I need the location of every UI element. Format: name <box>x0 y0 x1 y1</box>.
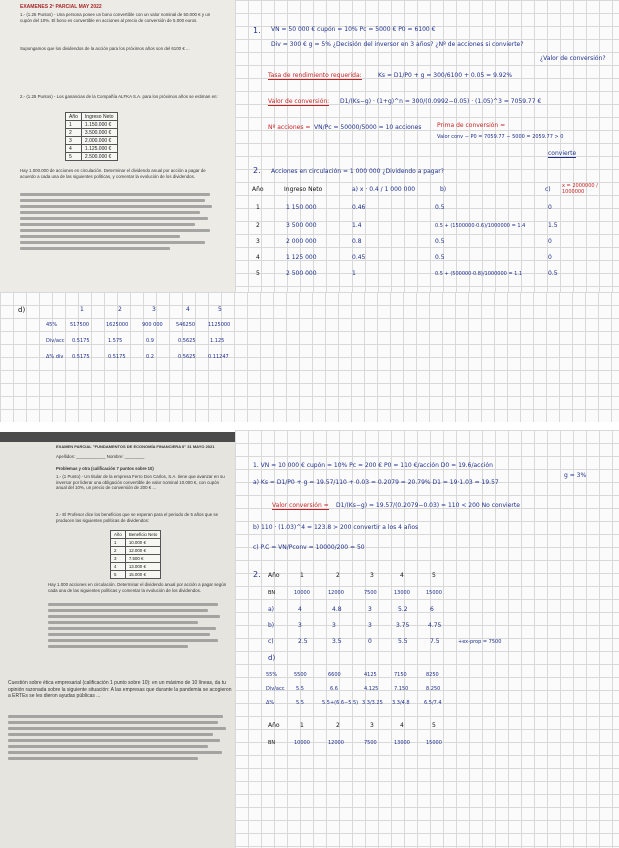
table-cell: 0.5625 <box>178 354 196 360</box>
table-cell: 7.500 € <box>125 555 161 563</box>
table-header-cell: Beneficio Neto <box>125 531 161 539</box>
table-cell: 6 <box>430 606 434 613</box>
problems-title: Problemas y otra (calificación 7 puntos sobre 10) <box>56 466 154 471</box>
table-cell: 4.75 <box>428 622 442 629</box>
q1-question: Div = 300 € g = 5% ¿Decisión del inversor en 3 años? ¿Nº de acciones si convierte? <box>271 41 524 48</box>
table-cell: 5 <box>66 153 82 161</box>
table-cell: 2 <box>111 547 126 555</box>
table-cell: 1 125 000 <box>286 254 317 261</box>
table-cell: 1.125 <box>210 338 225 344</box>
table-cell: 0.5 <box>548 270 558 277</box>
table-cell: 0 <box>548 204 552 211</box>
table-cell: 5.5+(6.6−5.5) <box>322 700 359 706</box>
table-header-cell: 4 <box>400 572 404 579</box>
table-cell: 0.5 + (500000·0.8)/1000000 = 1.1 <box>435 271 523 277</box>
table-header-cell: 4 <box>400 722 404 729</box>
table-header-cell: 2 <box>336 572 340 579</box>
table-cell: 0.5 <box>435 204 445 211</box>
row-label: BN <box>268 590 276 596</box>
table-header-cell: 2 <box>336 722 340 729</box>
table-cell: 4 <box>256 254 260 261</box>
table-cell: 1 <box>256 204 260 211</box>
table-cell: 1.575 <box>108 338 123 344</box>
sol-table-header: a) x · 0.4 / 1 000 000 <box>352 186 416 193</box>
table-header-cell: 1 <box>300 572 304 579</box>
table-cell: 7500 <box>364 590 377 596</box>
table-cell: 5500 <box>294 672 307 678</box>
table-cell: 4 <box>66 145 82 153</box>
table-cell: 3 <box>332 622 336 629</box>
exam-question-1: 1.- (1 Punto) - Un titular de la empresa Ferro Don Carlos, S.A. tiene que avanzar en su inversor por liderar una obligación convertible de valor nominal 10.000 €, con cupón anual del 10%, un precio de conversión de 200 € ... <box>56 474 225 491</box>
q1-growth: g = 3% <box>564 472 587 479</box>
table-cell: 2 <box>66 129 82 137</box>
part-d-label: d) <box>18 306 26 314</box>
table-cell: 3.500.000 € <box>81 129 117 137</box>
table-cell: 2.500.000 € <box>81 153 117 161</box>
exam-header: EXAMENES 2º PARCIAL MAY 2022 <box>20 4 102 10</box>
table-cell: 4 <box>111 563 126 571</box>
table-cell: 13000 <box>394 740 410 746</box>
part-c: c) P.C = VN/Pconv = 10000/200 = 50 <box>253 544 365 551</box>
table-cell: 1 <box>352 270 356 277</box>
year-cell: 2 <box>118 306 122 313</box>
table-cell: 3.5 <box>332 638 342 645</box>
prima-label: Prima de conversión = <box>437 122 506 129</box>
table-header-cell: 5 <box>432 722 436 729</box>
table-cell: 4.8 <box>332 606 342 613</box>
exam-question-2b: Hay 1.000.000 de acciones en circulación. Determinar el dividendo anual por acción a pagar de acuerdo a cada una de las siguientes políticas, y comentar la evolución de los dividendos. <box>20 168 206 179</box>
table-cell: 3.75 <box>396 622 410 629</box>
table-cell: 1.5 <box>548 222 558 229</box>
exam-question-1b: Supongamos que los dividendos de la acción para los próximos años son del 6100 € ... <box>20 46 190 51</box>
table-cell: 15000 <box>426 740 442 746</box>
table-cell: 0.45 <box>352 254 366 261</box>
table-cell: 12.000 € <box>125 547 161 555</box>
table-cell: 0.8 <box>352 238 362 245</box>
ethics-question: Cuestión sobre ética empresarial (calificación 1 punto sobre 10): en un máximo de 10 líneas, da tu opinión razonada sobre la siguiente situación: A las empresas que durante la pandemia se acogieron a ERTEs se les dieron ayudas públicas ... <box>8 680 232 700</box>
table-cell: 5.5 <box>296 700 304 706</box>
table-cell: 3 <box>368 622 372 629</box>
table-cell: 5.5 <box>296 686 304 692</box>
sol-table-header: c) <box>545 186 551 193</box>
table-cell: 13000 <box>394 590 410 596</box>
table-cell: 12000 <box>328 590 344 596</box>
table-cell: 3 <box>256 238 260 245</box>
table-cell: 15.000 € <box>125 571 161 579</box>
row-label: Div/acc <box>46 338 65 344</box>
year-cell: 5 <box>218 306 222 313</box>
table-cell: 6.6 <box>330 686 338 692</box>
exam-table-2 <box>110 530 161 579</box>
table-cell: 0 <box>548 238 552 245</box>
exam-text-lines-2 <box>0 712 235 763</box>
sol-table-header: Ingreso Neto <box>284 186 323 193</box>
photo-dark-band <box>0 432 235 442</box>
valor-label: Valor conversión = <box>272 502 329 509</box>
row-label: BN <box>268 740 276 746</box>
row-label: a) <box>268 606 275 613</box>
tasa-formula: Ks = D1/P0 + g = 300/6100 + 0.05 = 9.92% <box>378 72 513 79</box>
table-header-cell: 3 <box>370 722 374 729</box>
valor-formula: D1/(Ks−g) = 19.57/(0.2079−0.03) = 110 < 200 No convierte <box>336 502 520 509</box>
table-cell: 15000 <box>426 590 442 596</box>
table-cell: 900 000 <box>142 322 163 328</box>
table-header-cell: 5 <box>432 572 436 579</box>
table-cell: 10000 <box>294 740 310 746</box>
table-cell: 1625000 <box>106 322 129 328</box>
table-header-cell: Año <box>111 531 126 539</box>
q2-number: 2. <box>253 166 261 175</box>
exam-table-1 <box>65 112 118 161</box>
table-cell: 0.5175 <box>72 338 90 344</box>
table-cell: 0.9 <box>146 338 154 344</box>
grid-sheet-bottom <box>235 430 619 848</box>
exam-text-lines <box>12 190 227 253</box>
part-b: b) 110 · (1.03)^4 = 123.8 > 200 convertir a los 4 años <box>253 524 419 531</box>
table-cell: 0.11247 <box>208 354 229 360</box>
q1-number: 1. <box>253 26 261 35</box>
row-label: Δ% div <box>46 354 64 360</box>
table-cell: 0 <box>368 638 372 645</box>
table-cell: 3 <box>368 606 372 613</box>
table-cell: 546250 <box>176 322 196 328</box>
exam-question-2: 2.- (1.25 Puntos) - Los ganancias de la Compañía ALFKA S.A. para los próximos años se estiman en: <box>20 94 218 99</box>
table-cell: 7150 <box>394 672 407 678</box>
table-cell: 3 <box>298 622 302 629</box>
exam-header: EXAMEN PARCIAL "FUNDAMENTOS DE ECONOMÍA FINANCIERA II" 31 MAYO 2021 <box>56 444 215 449</box>
row-label: c) <box>268 638 274 645</box>
prima-formula: Valor conv − P0 = 7059.77 − 5000 = 2059.77 > 0 <box>437 134 564 140</box>
year-cell: 1 <box>80 306 84 313</box>
row-label: b) <box>268 622 275 629</box>
table-cell: 5.2 <box>398 606 408 613</box>
table-cell: 12000 <box>328 740 344 746</box>
table-header-cell: Ingreso Neto <box>81 113 117 121</box>
sol-table-header: b) <box>440 186 447 193</box>
exam-question-2b: Hay 1.000 acciones en circulación. Determinar el dividendo anual por acción a pagar según cada una de las siguientes políticas y comentar la evolución de los dividendos. <box>48 582 227 593</box>
table-cell: 1.125.000 € <box>81 145 117 153</box>
table-cell: 0.5625 <box>178 338 196 344</box>
c-note: +ex-prop = 7500 <box>458 639 502 645</box>
table-cell: 5 <box>256 270 260 277</box>
grid-sheet-left-bottom <box>0 292 619 422</box>
year-cell: 3 <box>152 306 156 313</box>
table-header-cell: 1 <box>300 722 304 729</box>
table-cell: 0.5175 <box>108 354 126 360</box>
table-cell: 1125000 <box>208 322 231 328</box>
year-cell: 4 <box>186 306 190 313</box>
exam-question-1: 1.- (1.25 Puntos) - Una persona posee un bono convertible con un valor nominal de 50.000 € y un cupón del 10%. El bono es convertible en acciones al precio de conversión de 5.000 euros. <box>20 12 211 23</box>
exam-photo-2 <box>0 432 235 848</box>
table-cell: 8.250 <box>426 686 441 692</box>
table-cell: 3.3/4.8 <box>392 700 410 706</box>
row-label: 45% <box>46 322 58 328</box>
table-cell: 2 <box>256 222 260 229</box>
table-cell: 6.5/7.4 <box>424 700 442 706</box>
table-cell: 8250 <box>426 672 439 678</box>
table-cell: 4125 <box>364 672 377 678</box>
table-cell: 0 <box>548 254 552 261</box>
table-cell: 1 150 000 <box>286 204 317 211</box>
table-cell: 1.4 <box>352 222 362 229</box>
part-d-label: d) <box>268 654 276 662</box>
table-cell: 0.5 <box>435 254 445 261</box>
table-cell: 4.125 <box>364 686 379 692</box>
table-cell: 3 <box>111 555 126 563</box>
table-cell: 5 <box>111 571 126 579</box>
table-cell: 7.5 <box>430 638 440 645</box>
table-header-cell: Año <box>66 113 82 121</box>
table-cell: 10.000 € <box>125 539 161 547</box>
table-cell: 2.5 <box>298 638 308 645</box>
valor-label: Valor de conversión: <box>268 98 330 105</box>
row-label: Div/acc <box>266 686 285 692</box>
table-cell: 1.150.000 € <box>81 121 117 129</box>
acciones-formula: VN/Pc = 50000/5000 = 10 acciones <box>314 124 422 131</box>
table-header-cell: 3 <box>370 572 374 579</box>
table-cell: 4 <box>298 606 302 613</box>
table-cell: 7500 <box>364 740 377 746</box>
table-cell: 7.150 <box>394 686 409 692</box>
table-header-cell: Año <box>268 722 280 729</box>
table-cell: 517500 <box>70 322 90 328</box>
table-cell: 2 500 000 <box>286 270 317 277</box>
table-cell: 3 500 000 <box>286 222 317 229</box>
q1-question-b: ¿Valor de conversión? <box>540 55 606 62</box>
q1-givens: 1. VN = 10 000 € cupón = 10% Pc = 200 € P0 = 110 €/acción D0 = 19.6/acción <box>253 462 493 469</box>
valor-formula: D1/(Ks−g) · (1+g)^n = 300/(0.0992−0.05) · (1.05)^3 = 7059.77 € <box>340 98 542 105</box>
table-cell: 3.3/3.25 <box>362 700 383 706</box>
q2-number: 2. <box>253 570 261 579</box>
exam-photo-1 <box>0 0 235 292</box>
table-cell: 3 <box>66 137 82 145</box>
table-cell: 1 <box>111 539 126 547</box>
row-label: 55% <box>266 672 278 678</box>
part-a: a) Ks = D1/P0 + g = 19.57/110 + 0.03 = 0.2079 = 20.79% D1 = 19·1.03 = 19.57 <box>253 479 499 486</box>
c-note: x = 2000000 / 1000000 <box>562 183 598 195</box>
table-cell: 0.2 <box>146 354 154 360</box>
prima-result: convierte <box>548 150 577 157</box>
table-cell: 13.000 € <box>125 563 161 571</box>
table-header-cell: Año <box>268 572 280 579</box>
tasa-label: Tasa de rendimiento requerida: <box>268 72 362 79</box>
row-label: Δ% <box>266 700 275 706</box>
table-cell: 0.46 <box>352 204 366 211</box>
name-line: Apellidos: ____________ Nombre: ________ <box>56 454 145 459</box>
exam-text-lines <box>40 600 230 651</box>
q1-givens: VN = 50 000 € cupón = 10% Pc = 5000 € P0 = 6100 € <box>271 26 436 33</box>
table-cell: 2 000 000 <box>286 238 317 245</box>
table-cell: 0.5 + (1500000·0.6)/1000000 = 1.4 <box>435 223 526 229</box>
table-cell: 2.000.000 € <box>81 137 117 145</box>
table-cell: 0.5175 <box>72 354 90 360</box>
table-cell: 5.5 <box>398 638 408 645</box>
exam-question-2: 2.- El Profesor dice los beneficios que se esperan para el periodo de 5 años que se producen las siguientes políticas de dividendos: <box>56 512 219 523</box>
table-cell: 0.5 <box>435 238 445 245</box>
table-cell: 10000 <box>294 590 310 596</box>
table-cell: 6600 <box>328 672 341 678</box>
sol-table-header: Año <box>252 186 264 193</box>
acciones-label: Nº acciones = <box>268 124 311 131</box>
table-cell: 1 <box>66 121 82 129</box>
q2-heading: Acciones en circulación = 1 000 000 ¿Dividendo a pagar? <box>271 168 444 175</box>
